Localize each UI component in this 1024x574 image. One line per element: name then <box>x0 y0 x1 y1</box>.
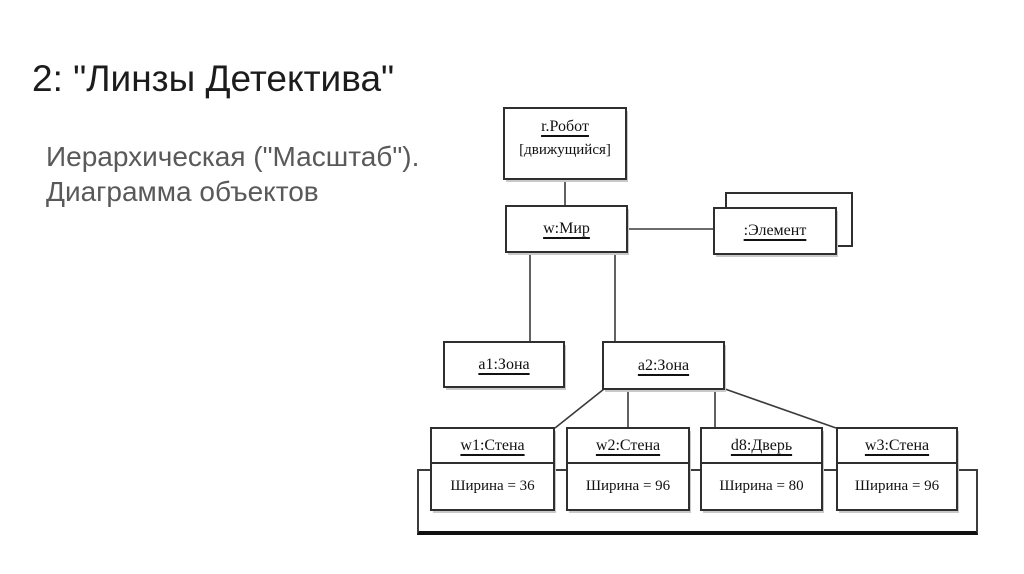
wall-w3-attribute-value: Ширина = 96 <box>854 478 940 494</box>
robot-object-state: [движущийся] <box>519 142 611 158</box>
wall-w1-object-box <box>430 427 555 511</box>
connector-zone-a2-wall-w1 <box>555 389 604 428</box>
element-object-name: :Элемент <box>743 222 807 239</box>
world-object-name: w:Мир <box>543 220 590 237</box>
zone-a1-object-name: a1:Зона <box>478 355 530 373</box>
door-d8-attribute-value: Ширина = 80 <box>719 478 804 494</box>
wall-w1-attribute-value: Ширина = 36 <box>450 478 535 494</box>
element-object-box <box>713 207 837 255</box>
door-d8-object-name: d8:Дверь <box>730 436 793 454</box>
zone-a1-object-box <box>443 341 565 388</box>
wall-w3-object-name: w3:Стена <box>864 436 930 454</box>
connector-zone-a2-wall-w3 <box>725 389 836 428</box>
wall-w1-object-name: w1:Стена <box>460 436 525 454</box>
wall-w2-attribute-value: Ширина = 96 <box>585 478 671 494</box>
zone-a2-object-name: a2:Зона <box>637 356 690 374</box>
wall-w3-object-box <box>836 427 958 511</box>
zone-a2-object-box <box>602 341 725 390</box>
subtitle-line-1: Иерархическая ("Масштаб"). <box>46 141 420 172</box>
slide-title: 2: "Линзы Детектива" <box>32 58 395 99</box>
wall-w2-object-box <box>566 427 690 511</box>
subtitle-line-2: Диаграмма объектов <box>46 176 319 207</box>
robot-object-name: r.Робот <box>541 118 589 135</box>
robot-object-box <box>503 107 627 180</box>
world-object-box <box>505 205 628 253</box>
door-d8-object-box <box>700 427 823 511</box>
wall-w2-object-name: w2:Стена <box>595 436 661 454</box>
